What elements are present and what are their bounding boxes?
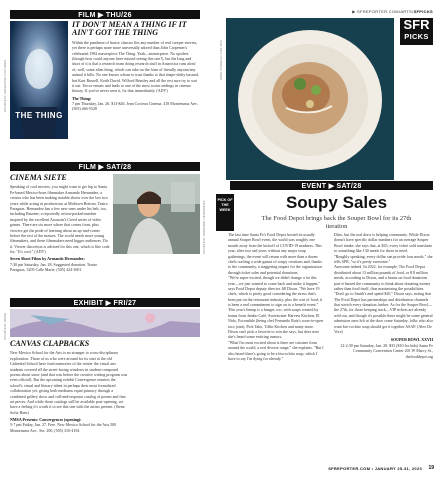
- film2-photo: [113, 174, 200, 254]
- event-column-2-wrap: [334, 232, 433, 359]
- event-details: 12-2:30 pm Saturday, Jan. 28. $35 ($10 for kids) Santa Fe Community Convention Center 201 W Marcy St., thefooddepot.org: [340, 342, 433, 359]
- film2-tag-bar: [10, 162, 200, 171]
- film2-event: Seven Short Films by Armando Hernandez:: [10, 256, 85, 262]
- section-url-prefix: ▶ SFREPORTER.COM/ARTS/: [352, 9, 414, 14]
- film1-title: IT DON'T MEAN A THING IF IT AIN'T GOT THE THING: [72, 20, 187, 38]
- event-tag-bar: [230, 181, 433, 190]
- event-header: [240, 193, 433, 231]
- event-photo-credit: ANNE STAVELEY FOR SFR: [219, 40, 223, 80]
- event-subtitle: The Food Depot brings back the Souper Bowl for its 27th iteration: [261, 215, 412, 230]
- film1-tag-bar: [10, 10, 200, 19]
- logo-sfr: SFR: [403, 17, 430, 32]
- exhibit-article: [10, 340, 128, 433]
- section-url[interactable]: [238, 9, 433, 14]
- pick-of-week-badge: PICK OF THE WEEK: [216, 194, 234, 231]
- film1-event: The Thing:: [72, 95, 92, 101]
- sfr-picks-logo: [400, 18, 433, 45]
- event-title: Soupy Sales: [285, 193, 388, 212]
- film2-article: [10, 174, 110, 273]
- film-still-illustration: [113, 174, 200, 254]
- exhibit-event: NMSA Presents: Convergences (opening):: [10, 417, 82, 423]
- soup-bowl-illustration: [226, 18, 394, 180]
- exhibit-tag-bar: [10, 298, 200, 307]
- exhibit-photo: [10, 309, 200, 337]
- event-photo: [226, 18, 394, 180]
- exhibit-body: New Mexico School for the Arts is no stranger to cross-disciplinary exploration. Those of us who were around for its start at the old Cathedral School have fond memories of the winter the visual arts students covered all the street-facing windows in student-composed poems about snow (and that was before the creative writing program was even official). But the upcoming exhibit Convergence reunites the school's visual and literary talent in perhaps their most formalized collaboration yet, giving both mediums equal primacy through a combined gallery show and call-and-response catalog of poems and fine art pieces. And while those catalogs will be available post-opening, we have a feeling it's worth it to see this one with the artists present. (Siena Sofia Baez): [10, 350, 128, 415]
- event-column-1: The last time Santa Fe's Food Depot hosted its usually annual Souper Bowl event, the world was roughly one month away from the kickoff of COVID-19 madness. This year, after two sad years without any major soup gatherings, the event will return with more than a dozen chefs crafting a wide gamut of soupy creations and, thanks to the community, a staggering impact for the organization through ticket sales and potential donations. "We're super excited, though we didn't change a lot this year—we just wanted to come back and make it happen," says Food Depot deputy director Jill Dixon. "We have 19 chefs, which is pretty good considering the stress that's been put on the restaurant industry, plus the cost of food; it is been a real commitment to sign on to a benefit event." This year's lineup is a banger, too, with soups created by teams from Jambo Café, Sweetwater Harvest Kitchen, El Nido, Escondido (being chef Fernando Ruiz's soon-to-open taco joint), Pick Tako, Tiffin Kitchen and many more. Dixon can't pick a favorite to win she says, but does note she's heard some enticing rumors. "What I'm most excited about is there are cuisines from around the world, a real diverse range," she explains. "But I also heard there's going to be a biscochito soup, which I have to say I'm dying for already.": [228, 232, 324, 361]
- event-tag: EVENT ▶ SAT/28: [301, 182, 362, 190]
- film2-photo-credit: COURTESY ARMANDO HERNANDEZ: [202, 200, 206, 254]
- exhibit-tag: EXHIBIT ▶ FRI/27: [73, 299, 137, 307]
- film1-poster: [10, 21, 68, 139]
- film2-details: 7:30 pm Saturday, Jan. 28. Suggested donation. Teatro Paraguas, 3205 Calle Marie, (505) 424-1601: [10, 261, 98, 273]
- exhibit-details: 5-7 pm Friday, Jan. 27. Free. New Mexico School for the Arts 500 Montezuma Ave., Ste. 200, (505) 310-4194: [10, 422, 117, 433]
- exhibit-art-illustration: [10, 309, 200, 337]
- film1-details: 7 pm Thursday, Jan. 26. $13-$26. Jean Cocteau Cinema. 418 Montezuma Ave., (505) 466-5528: [72, 101, 199, 112]
- section-url-bold: SFPICKS: [413, 9, 433, 14]
- film2-tag: FILM ▶ SAT/28: [78, 163, 132, 171]
- film1-article: [72, 21, 200, 112]
- poster-illustration: [10, 21, 68, 139]
- film1-photo-credit: COURTESY UNIVERSAL PICTURES: [3, 59, 7, 112]
- page-number: 19: [428, 465, 434, 471]
- event-column-2: Ditto, but the real draw is helping community. While Dixon doesn't have specific dollar numbers for an average Souper Bowl intake, she says that, at $35, every ticket sold translates to something like 130 meals for those in need. "Roughly speaking, every dollar can provide four meals," she tells SFR, "so it's pretty awesome." Awesome indeed. In 2022, for example, The Food Depot distributed about 13 million pounds of food, or 8.8 million meals, according to Dixon, and a hiatus on food donations part-it harsed the community to think about donating money rather than food itself, thus maximizing the possibilities. "Don't go to Smith's and spend $20," Dixon says, noting that The Food Depot has partnerships and distribution channels that stretch every donation further. As for the Souper Bowl—the 27th, for those keeping track—VIP tickets are already sold out, and though it's possible there might be some general admission ones left at the door come Saturday, folks who also want bio-cochito soup should get it together ASAP. (Alex De Vore): [334, 232, 433, 335]
- page-footer: SFREPORTER.COM • JANUARY 25-31, 2023: [328, 466, 422, 471]
- exhibit-photo-credit: COURTESY NMSA: [3, 313, 7, 340]
- film2-title: CINEMA SIETE: [10, 173, 67, 182]
- film1-body: Within the pantheon of horror classics lies any number of real creeper movies, yet there is perhaps none more universally adored than John Carpenter's celebrated 1982 masterpiece The Thing. Yeah—masterpiece. No spoilers (though how could anyone have missed seeing this one?), but the long and short of it is that a research team doing research stuff in Antarctica runs afoul of, well, some alien thing, which can take on the form of literally anyone/any animal it kills. No one knows whom to trust thanks to that shape-shifty bastard, but Kurt Russell, Keith David, Wilford Brimley and all the rest sure try to sort it out. Terror ensues and leads to one of the most iconic endings in cinema history. If you've never seen it, fix that immediately. (ADV): [72, 39, 199, 94]
- logo-picks: PICKS: [404, 32, 429, 41]
- event-name: SOUPER BOWL XXVII: [390, 337, 433, 343]
- exhibit-title: CANVAS CLAPBACKS: [10, 339, 90, 348]
- film2-body: Speaking of cool movies, you might want to get hip to Santa Fe-based Mexico-born filmmaker Armando Hernandez, a creator who has been making notable shorts over the last two years while acting in productions at Midtown Bottom, Teatro Paraguas. Hernandez has a few new ones under his belt, too, including Raseme, a reportedly action-packed number inspired by the excellent Assassin's Creed series of video games. There are six more where that comes from, plus viewers get the pride of learning about an up-and-comer before the rest of the masses. The world needs more young filmmakers, and these filmmakers need bigger audiences. Do it. Viewer discretion is advised for this one, which is like code for, "It's cool." (ADV): [10, 184, 110, 255]
- film1-tag: FILM ▶ THU/26: [78, 11, 132, 19]
- poster-title: THE THING: [15, 111, 63, 120]
